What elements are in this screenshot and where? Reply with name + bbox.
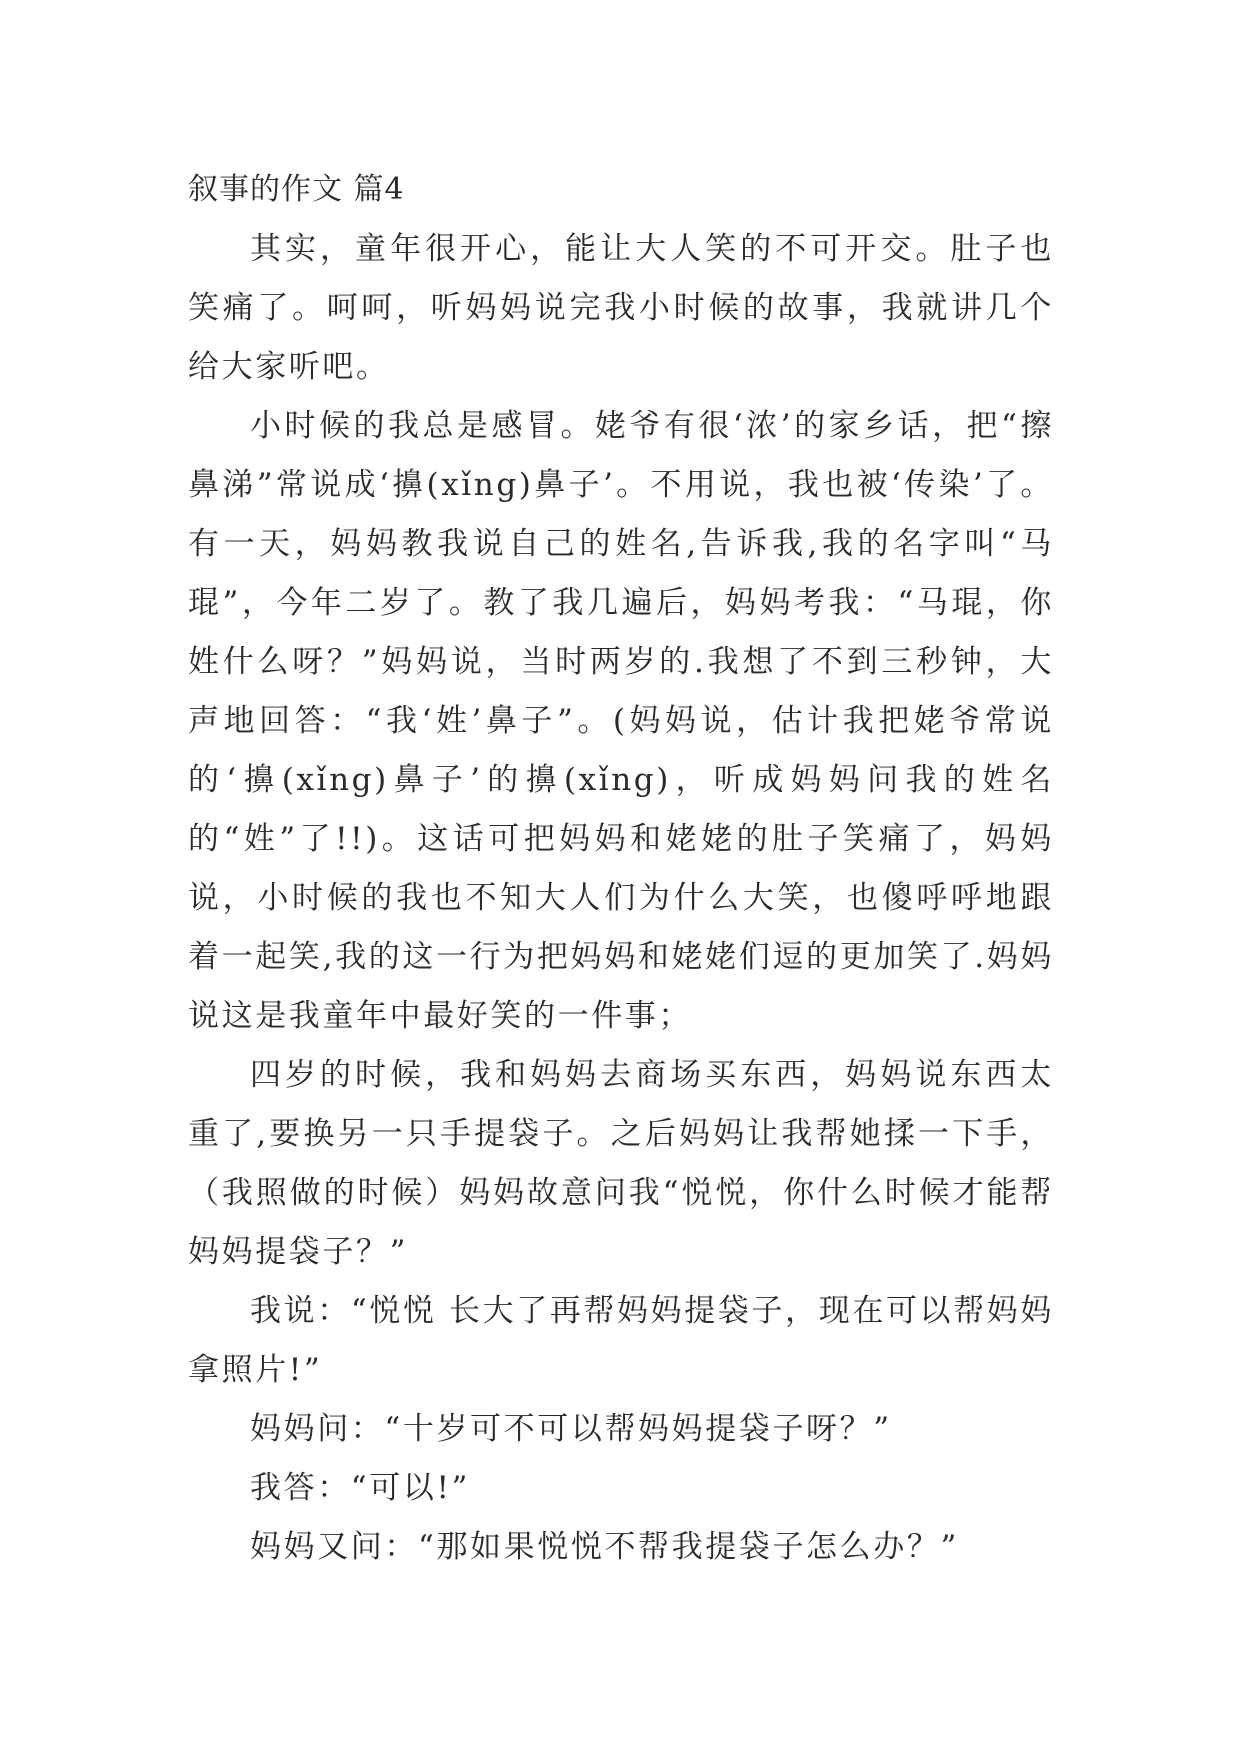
paragraph-mom-asks: 妈妈问：“十岁可不可以帮妈妈提袋子呀？” [250, 1411, 892, 1447]
paragraph-shopping: 四岁的时候，我和妈妈去商场买东西，妈妈说东西太重了,要换另一只手提袋子。之后妈妈让我帮她揉一下手，（我照做的时候）妈妈故意问我“悦悦，你什么时候才能帮妈妈提袋子？” [188, 1057, 1054, 1270]
paragraph-intro: 其实，童年很开心，能让大人笑的不可开交。肚子也笑痛了。呵呵，听妈妈说完我小时候的故事，我就讲几个给大家听吧。 [188, 231, 1054, 385]
paragraph-answer: 我答：“可以!” [250, 1470, 470, 1506]
paragraph-mom-asks-again: 妈妈又问：“那如果悦悦不帮我提袋子怎么办？” [250, 1529, 959, 1565]
paragraph-reply-photos: 我说：“悦悦 长大了再帮妈妈提袋子，现在可以帮妈妈拿照片!” [188, 1293, 1054, 1388]
document-page [188, 160, 1054, 1577]
document-title: 叙事的作文 篇4 [188, 172, 405, 207]
paragraph-nose-story: 小时候的我总是感冒。姥爷有很‘浓’的家乡话，把“擦鼻涕”常说成‘擤(xǐng)鼻子’。不用说，我也被‘传染’了。有一天，妈妈教我说自己的姓名,告诉我,我的名字叫“马琨”，今年二岁了。教了我几遍后，妈妈考我：“马琨，你姓什么呀？”妈妈说，当时两岁的.我想了不到三秒钟，大声地回答：“我‘姓’鼻子”。(妈妈说，估计我把姥爷常说的‘擤(xǐng)鼻子’的擤(xǐng)，听成妈妈问我的姓名的“姓”了!!)。这话可把妈妈和姥姥的肚子笑痛了，妈妈说，小时候的我也不知大人们为什么大笑，也傻呼呼地跟着一起笑,我的这一行为把妈妈和姥姥们逗的更加笑了.妈妈说这是我童年中最好笑的一件事； [188, 408, 1054, 1034]
